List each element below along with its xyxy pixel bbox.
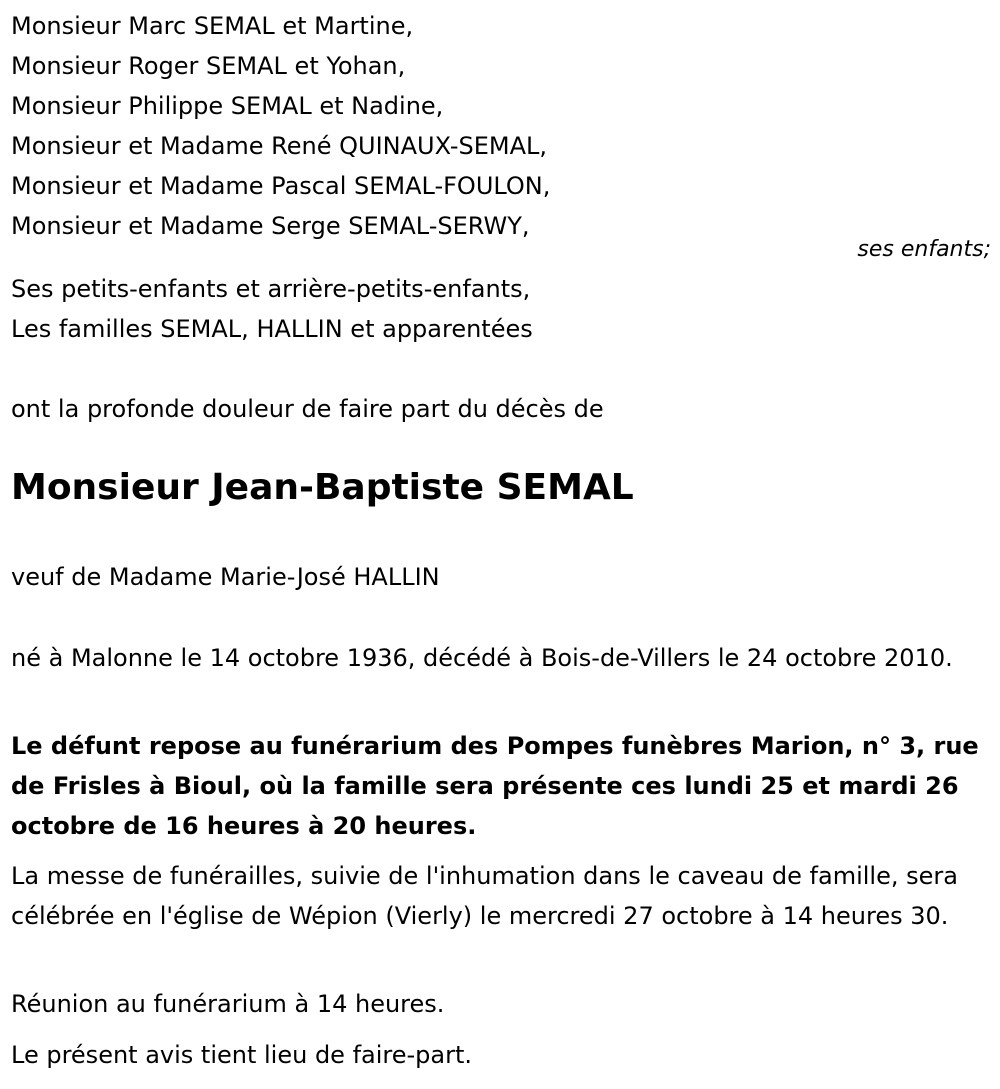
grandchildren-list	[11, 269, 533, 349]
notice-paragraph: Le présent avis tient lieu de faire-part.	[11, 1041, 473, 1069]
grandchildren-line-2: Les familles SEMAL, HALLIN et apparentées	[11, 315, 533, 343]
family-line-1: Monsieur Marc SEMAL et Martine,	[11, 12, 414, 40]
birth-death-paragraph: né à Malonne le 14 octobre 1936, décédé à Bois-de-Villers le 24 octobre 2010.	[11, 644, 953, 672]
family-line-6: Monsieur et Madame Serge SEMAL-SERWY,	[11, 212, 530, 240]
announcement: ont la profonde douleur de faire part du décès de	[11, 395, 604, 423]
family-line-2: Monsieur Roger SEMAL et Yohan,	[11, 52, 406, 80]
widower-of: veuf de Madame Marie-José HALLIN	[11, 563, 440, 591]
children-label: ses enfants;	[857, 237, 991, 262]
family-line-3: Monsieur Philippe SEMAL et Nadine,	[11, 92, 444, 120]
deceased-name: Monsieur Jean-Baptiste SEMAL	[11, 467, 634, 508]
family-line-4: Monsieur et Madame René QUINAUX-SEMAL,	[11, 132, 548, 160]
family-line-5: Monsieur et Madame Pascal SEMAL-FOULON,	[11, 172, 551, 200]
repose-paragraph: Le défunt repose au funérarium des Pompes funèbres Marion, n° 3, rue de Frisles à Bioul, où la famille sera présente ces lundi 25 et mardi 26 octobre de 16 heures à 20 heures.	[11, 732, 979, 840]
funeral-mass-paragraph: La messe de funérailles, suivie de l'inhumation dans le caveau de famille, sera célébrée en l'église de Wépion (Vierly) le mercredi 27 octobre à 14 heures 30.	[11, 862, 958, 930]
family-list	[11, 6, 550, 246]
reunion-paragraph: Réunion au funérarium à 14 heures.	[11, 990, 445, 1018]
grandchildren-line-1: Ses petits-enfants et arrière-petits-enfants,	[11, 275, 531, 303]
